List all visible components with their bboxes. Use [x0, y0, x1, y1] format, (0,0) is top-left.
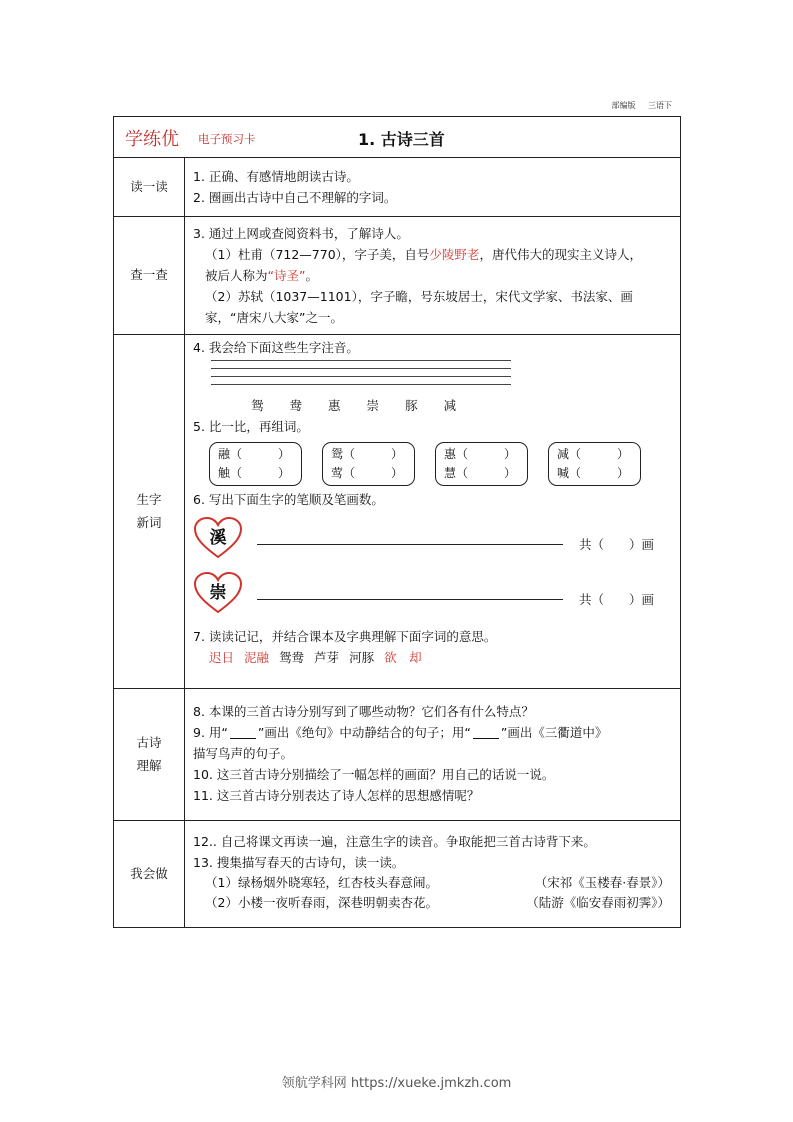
task-line: 13. 搜集描写春天的古诗句，读一读。	[193, 855, 405, 870]
poem-source: （陆游《临安春雨初霁》）	[526, 895, 670, 910]
text-segment: 9. 用“	[193, 725, 228, 740]
label-line: 古诗	[136, 735, 162, 750]
compare-box	[322, 442, 415, 486]
pinyin-writing-lines	[211, 360, 511, 392]
poem-text: （2）小楼一夜听春雨，深巷明朝卖杏花。	[205, 895, 438, 910]
poem-line	[193, 873, 670, 893]
task-line: 12.. 自己将课文再读一遍，注意生字的读音。争取能把三首古诗背下来。	[193, 834, 596, 849]
section-label: 查一查	[114, 217, 185, 334]
section-label: 我会做	[114, 821, 185, 927]
text-segment: ”画出《绝句》中动静结合的句子；用“	[257, 725, 471, 740]
highlight-title: “诗圣”	[267, 268, 306, 283]
compare-entry: 融（ ）	[218, 447, 291, 461]
preview-card	[113, 116, 681, 928]
char: 豚	[405, 398, 418, 413]
compare-entry: 喊（ ）	[557, 466, 630, 480]
task-line: 6. 写出下面生字的笔顺及笔画数。	[193, 492, 384, 507]
text-segment: ，唐代伟大的现实主义诗人，	[479, 247, 642, 262]
vocab-list	[193, 647, 670, 669]
task-line: 11. 这三首古诗分别表达了诗人怎样的思想感情呢？	[193, 788, 480, 803]
char: 鸯	[289, 398, 303, 413]
section-words	[114, 335, 680, 689]
publisher-label: 部编版	[611, 101, 636, 110]
stroke-char: 崇	[209, 582, 227, 603]
stroke-row	[193, 510, 670, 565]
section-label	[114, 689, 185, 820]
char: 崇	[366, 398, 380, 413]
underline-mark	[230, 738, 256, 739]
poet-dufu	[193, 244, 670, 265]
task-line	[193, 722, 670, 743]
poem-line	[193, 893, 670, 913]
section-label	[114, 335, 185, 688]
label-line: 生字	[136, 492, 162, 507]
text-segment: 。	[305, 268, 318, 283]
label-line: 新词	[136, 514, 162, 530]
section-check	[114, 217, 680, 335]
vocab-item: 迟日	[209, 650, 235, 665]
compare-boxes	[209, 442, 670, 486]
section-label: 读一读	[114, 158, 185, 216]
compare-entry: 莺（ ）	[331, 466, 404, 480]
task-line: 7. 读读记记，并结合课本及字典理解下面字词的意思。	[193, 629, 497, 644]
char: 惠	[328, 398, 341, 413]
vocab-item: 河豚	[349, 650, 375, 665]
stroke-answer-line	[257, 544, 563, 545]
vocab-item: 芦芽	[314, 650, 340, 665]
heart-icon	[193, 571, 243, 615]
poet-sushi: （2）苏轼（1037—1101），字子瞻，号东坡居士，宋代文学家、书法家、画	[205, 289, 633, 304]
text-segment: （1）杜甫（712—770），字子美，自号	[205, 247, 430, 262]
poem-text: （1）绿杨烟外晓寒轻，红杏枝头春意闹。	[205, 875, 438, 890]
compare-box	[548, 442, 641, 486]
task-line: 8. 本课的三首古诗分别写到了哪些动物？它们各有什么特点？	[193, 704, 534, 719]
task-line: 描写鸟声的句子。	[193, 746, 294, 761]
section-do	[114, 821, 680, 927]
compare-entry: 触（ ）	[218, 466, 291, 480]
poet-dufu-cont	[193, 265, 670, 286]
char: 减	[443, 398, 457, 413]
page-footer: 领航学科网 https://xueke.jmkzh.com	[281, 1076, 512, 1091]
heart-icon	[193, 516, 243, 560]
brand-logo: 学练优	[125, 129, 179, 150]
vocab-item: 欲 却	[384, 650, 422, 665]
text-segment: 被后人称为	[205, 268, 268, 283]
card-header	[114, 117, 680, 158]
poem-source: （宋祁《玉楼春·春景》）	[534, 875, 670, 890]
grade-label: 三语下	[648, 101, 672, 110]
poet-sushi-cont: 家，“唐宋八大家”之一。	[205, 310, 343, 325]
task-line: 2. 圈画出古诗中自己不理解的字词。	[193, 190, 397, 205]
task-line: 1. 正确、有感情地朗读古诗。	[193, 169, 359, 184]
compare-entry: 惠（ ）	[444, 447, 517, 461]
compare-box	[435, 442, 528, 486]
task-line: 4. 我会给下面这些生字注音。	[193, 340, 359, 355]
stroke-char: 溪	[209, 527, 227, 548]
brand-subtitle: 电子预习卡	[198, 132, 256, 146]
section-read	[114, 158, 680, 217]
underline-mark	[473, 738, 499, 739]
compare-entry: 慧（ ）	[444, 466, 517, 480]
stroke-count: 共（ ）画	[579, 536, 655, 552]
compare-entry: 减（ ）	[557, 447, 630, 461]
section-understand	[114, 689, 680, 821]
task-line: 3. 通过上网或查阅资料书，了解诗人。	[193, 226, 409, 241]
highlight-hao: 少陵野老	[429, 247, 480, 262]
label-line: 理解	[136, 757, 162, 773]
stroke-answer-line	[257, 599, 563, 600]
stroke-row	[193, 565, 670, 620]
stroke-count: 共（ ）画	[579, 591, 655, 607]
lesson-title: 1. 古诗三首	[358, 130, 445, 149]
char-list	[193, 396, 670, 416]
char: 鸳	[251, 398, 264, 413]
compare-box	[209, 442, 302, 486]
vocab-item: 泥融	[244, 650, 270, 665]
task-line: 5. 比一比，再组词。	[193, 419, 309, 434]
task-line: 10. 这三首古诗分别描绘了一幅怎样的画面？用自己的话说一说。	[193, 767, 555, 782]
header-meta	[601, 100, 672, 111]
compare-entry: 鸳（ ）	[331, 447, 404, 461]
vocab-item: 鸳鸯	[279, 650, 305, 665]
text-segment: ”画出《三衢道中》	[500, 725, 608, 740]
